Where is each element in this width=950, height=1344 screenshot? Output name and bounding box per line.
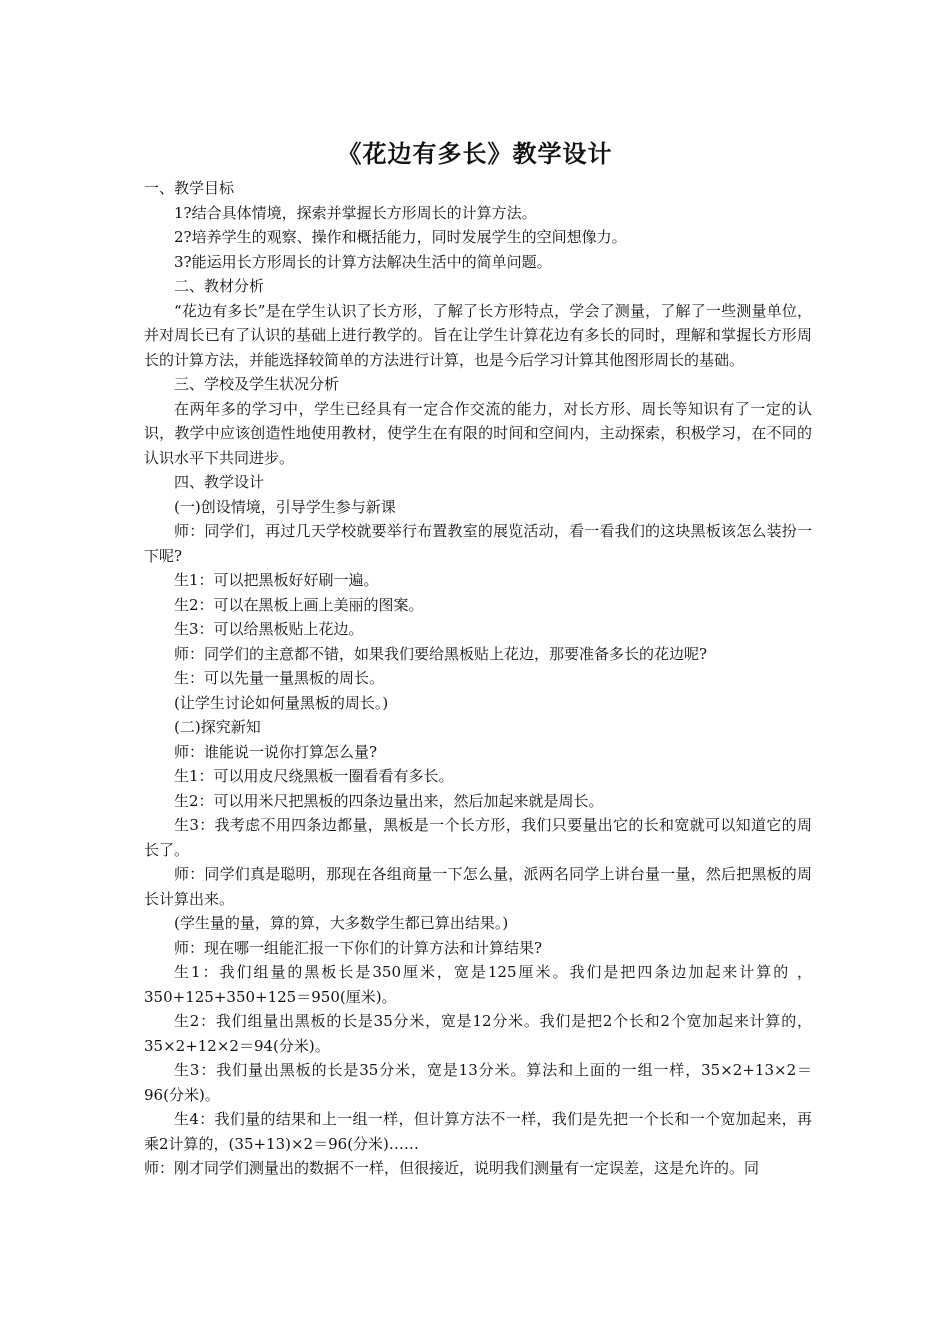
paragraph: 3?能运用长方形周长的计算方法解决生活中的简单问题。	[174, 252, 552, 271]
paragraph: 生1：可以把黑板好好刷一遍。	[174, 571, 379, 589]
paragraph: 1?结合具体情境，探索并掌握长方形周长的计算方法。	[174, 203, 537, 222]
paragraph: 生3：我考虑不用四条边都量，黑板是一个长方形，我们只要量出它的长和宽就可以知道它的周长了。	[144, 816, 812, 859]
paragraph: 师：同学们真是聪明，那现在各组商量一下怎么量，派两名同学上讲台量一量，然后把黑板的周长计算出来。	[144, 865, 812, 908]
paragraph: 师：同学们，再过几天学校就要举行布置教室的展览活动，看一看我们的这块黑板该怎么装扮一下呢?	[144, 522, 812, 565]
paragraph: 二、教材分析	[174, 277, 265, 295]
paragraph: 生1：我们组量的黑板长是350厘米，宽是125厘米。我们是把四条边加起来计算的 ，350+125+350+125＝950(厘米)。	[144, 963, 812, 1006]
paragraph: 生3：我们量出黑板的长是35分米，宽是13分米。算法和上面的一组一样，35×2+13×2＝96(分米)。	[144, 1061, 812, 1104]
paragraph: 师：谁能说一说你打算怎么量?	[174, 742, 378, 761]
paragraph: 师：刚才同学们测量出的数据不一样，但很接近，说明我们测量有一定误差，这是允许的。同	[144, 1159, 760, 1177]
paragraph: (一)创设情境，引导学生参与新课	[174, 497, 396, 516]
paragraph: 在两年多的学习中，学生已经具有一定合作交流的能力，对长方形、周长等知识有了一定的认识，教学中应该创造性地使用教材，使学生在有限的时间和空间内，主动探索，积极学习，在不同的认识水平下共同进步。	[144, 399, 812, 467]
paragraph: 2?培养学生的观察、操作和概括能力，同时发展学生的空间想像力。	[174, 228, 627, 246]
paragraph: (学生量的量，算的算，大多数学生都已算出结果。)	[174, 914, 509, 932]
paragraph: 一、教学目标	[144, 179, 235, 197]
paragraph: 生3：可以给黑板贴上花边。	[174, 620, 364, 638]
paragraph: 生4：我们量的结果和上一组一样，但计算方法不一样，我们是先把一个长和一个宽加起来，再乘2计算的，(35+13)×2＝96(分米)……	[144, 1110, 812, 1153]
paragraph: (二)探究新知	[174, 718, 261, 736]
document-body	[144, 176, 812, 1181]
paragraph: 生：可以先量一量黑板的周长。	[174, 669, 385, 687]
paragraph: 三、学校及学生状况分析	[174, 375, 340, 393]
paragraph: 四、教学设计	[174, 473, 265, 491]
paragraph: 生2：可以在黑板上画上美丽的图案。	[174, 595, 424, 614]
paragraph: 生1：可以用皮尺绕黑板一圈看看有多长。	[174, 767, 454, 785]
paragraph: 师：同学们的主意都不错，如果我们要给黑板贴上花边，那要准备多长的花边呢?	[174, 644, 708, 663]
paragraph: 师：现在哪一组能汇报一下你们的计算方法和计算结果?	[174, 938, 543, 957]
document-title: 《花边有多长》教学设计	[337, 139, 613, 168]
paragraph: (让学生讨论如何量黑板的周长。)	[174, 693, 389, 712]
paragraph: 生2：我们组量出黑板的长是35分米，宽是12分米。我们是把2个长和2个宽加起来计算的，35×2+12×2＝94(分米)。	[144, 1012, 812, 1055]
paragraph: 生2：可以用米尺把黑板的四条边量出来，然后加起来就是周长。	[174, 791, 604, 810]
paragraph: “花边有多长”是在学生认识了长方形，了解了长方形特点，学会了测量，了解了一些测量单位，并对周长已有了认识的基础上进行教学的。旨在让学生计算花边有多长的同时，理解和掌握长方形周长的计算方法，并能选择较简单的方法进行计算，也是今后学习计算其他图形周长的基础。	[144, 301, 812, 369]
